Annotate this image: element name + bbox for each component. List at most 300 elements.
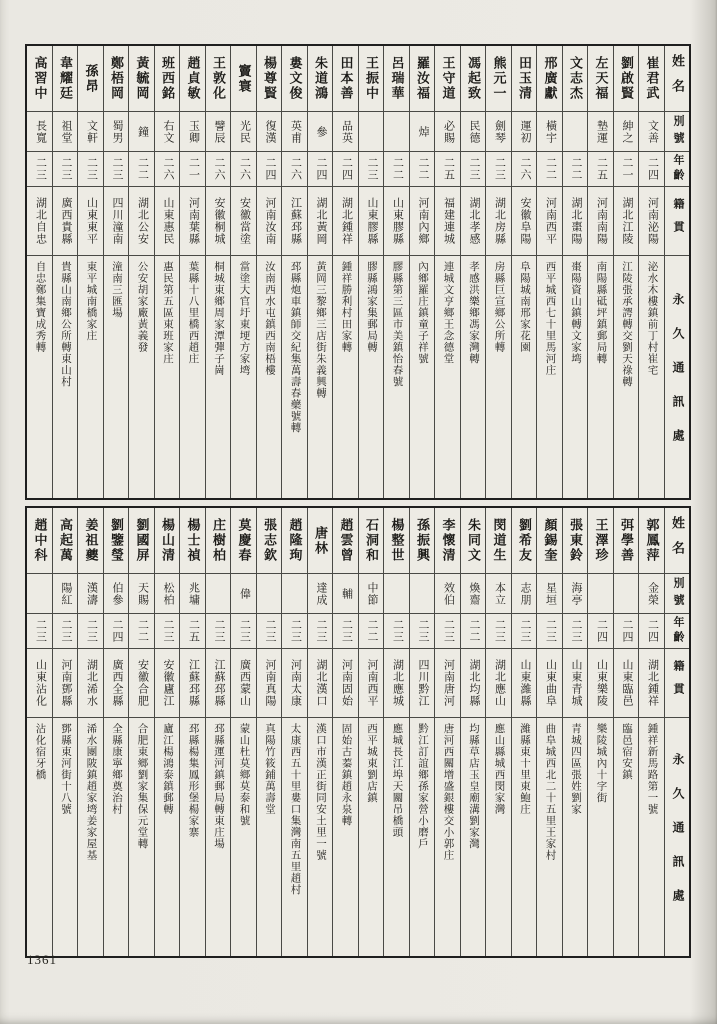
entry-age: 二五	[435, 151, 460, 186]
entry-name: 左天福	[593, 56, 609, 101]
entry-column	[485, 46, 511, 498]
entry-address: 濰縣東十里東鮑庄	[512, 717, 537, 956]
entry-address: 潼南三匯場	[104, 255, 129, 498]
entry-alias	[282, 573, 307, 613]
entry-alias	[588, 573, 613, 613]
entry-origin: 湖北漢口	[308, 648, 333, 717]
entry-column	[562, 46, 588, 498]
entry-name: 崔君武	[644, 56, 660, 101]
entry-age: 二四	[639, 613, 664, 648]
entry-name: 閔道生	[491, 518, 507, 563]
entry-column	[383, 508, 409, 956]
entry-column	[383, 46, 409, 498]
entry-column	[307, 508, 333, 956]
entry-age: 二三	[563, 613, 588, 648]
entry-address: 邳縣楊集鳳形堡楊家寨	[180, 717, 205, 956]
entry-age: 二三	[78, 613, 103, 648]
entry-origin: 湖北鍾祥	[333, 186, 358, 255]
entry-name: 文志杰	[568, 56, 583, 101]
entry-age: 二三	[435, 613, 460, 648]
entry-address: 青城四區張姓劉家	[563, 717, 588, 956]
entry-alias: 必賜	[435, 111, 460, 151]
entry-name: 田本善	[338, 56, 354, 101]
entry-name: 弭學善	[619, 518, 634, 563]
entry-origin: 安徽阜陽	[512, 186, 537, 255]
entry-name: 馮起致	[466, 56, 481, 101]
entry-column	[128, 46, 154, 498]
entry-age: 二六	[231, 151, 256, 186]
registry-table-top	[25, 44, 691, 500]
entry-address: 邳縣運河鎮郵局轉東庄場	[206, 717, 231, 956]
entry-alias: 志朋	[512, 573, 537, 613]
entry-column	[332, 508, 358, 956]
entry-alias: 紳之	[614, 111, 639, 151]
entry-age: 二三	[257, 613, 282, 648]
entry-age: 二二	[537, 151, 562, 186]
entry-column	[434, 508, 460, 956]
entry-origin: 河南西平	[359, 648, 384, 717]
entry-alias: 本立	[486, 573, 511, 613]
entry-alias: 達成	[308, 573, 333, 613]
entry-alias	[257, 573, 282, 613]
entry-column	[256, 508, 282, 956]
entry-address: 廬江楊鴻泰鎮郵轉	[155, 717, 180, 956]
entry-alias: 兆墉	[180, 573, 205, 613]
entry-age: 二四	[614, 613, 639, 648]
entry-origin: 河南泌陽	[639, 186, 664, 255]
entry-column	[205, 46, 231, 498]
entry-age: 二五	[588, 151, 613, 186]
entry-origin: 福建連城	[435, 186, 460, 255]
entry-column	[536, 508, 562, 956]
entry-alias: 文善	[639, 111, 664, 151]
entry-address: 鍾祥勝利村田家轉	[333, 255, 358, 498]
entry-name: 李懷清	[440, 518, 456, 563]
entry-address: 江陵張承諤轉交劉天祿轉	[614, 255, 639, 498]
entry-address: 邳縣炮車鎮師交紀集萬壽春藥號轉	[282, 255, 307, 498]
entry-address: 合肥東鄉劉家集保元堂轉	[129, 717, 154, 956]
entry-name: 劉國屏	[134, 518, 150, 563]
entry-column	[460, 508, 486, 956]
entry-address: 內鄉羅庄鎮童子祥號	[410, 255, 435, 498]
entry-origin: 山東沾化	[27, 648, 52, 717]
entry-address: 唐河西關增盛銀樓交小郭庄	[435, 717, 460, 956]
entry-address: 阜陽城南邢家花園	[512, 255, 537, 498]
entry-column	[307, 46, 333, 498]
entry-origin: 河南內鄉	[410, 186, 435, 255]
entry-name: 唐林	[313, 525, 328, 556]
entry-alias: 右文	[155, 111, 180, 151]
entry-column	[77, 508, 103, 956]
entry-origin: 湖北公安	[129, 186, 154, 255]
entry-column	[332, 46, 358, 498]
entry-address: 葉縣十八里橋西趙庄	[180, 255, 205, 498]
entry-origin: 廣西全縣	[104, 648, 129, 717]
entry-origin: 江蘇邳縣	[206, 648, 231, 717]
entry-origin: 河南唐河	[435, 648, 460, 717]
entry-address: 樂陵城內十字街	[588, 717, 613, 956]
header-address: 永久通訊處	[665, 717, 690, 956]
entry-column	[230, 508, 256, 956]
header-age: 年齡	[665, 151, 690, 186]
entry-alias	[384, 111, 409, 151]
entry-address: 惠民第五區東班家庄	[155, 255, 180, 498]
entry-name: 邢廣獻	[542, 56, 558, 101]
entry-origin: 山東東平	[78, 186, 103, 255]
entry-age: 二五	[180, 613, 205, 648]
entry-age: 二三	[206, 613, 231, 648]
entry-address: 當塗大官圩東埂方家塆	[231, 255, 256, 498]
entry-alias: 參	[308, 111, 333, 151]
entry-alias: 陽紅	[53, 573, 78, 613]
entry-origin: 四川潼南	[104, 186, 129, 255]
entry-address: 漢口市漢正街同安土里一號	[308, 717, 333, 956]
entry-origin: 山東膠縣	[384, 186, 409, 255]
entry-column	[409, 508, 435, 956]
entry-origin: 湖北房縣	[486, 186, 511, 255]
entry-address: 南陽縣砥坪鎮郵局轉	[588, 255, 613, 498]
entry-name: 王守道	[440, 56, 456, 101]
entry-origin: 河南鄧縣	[53, 648, 78, 717]
entry-address: 真陽竹筱鋪萬壽堂	[257, 717, 282, 956]
entry-alias: 星垣	[537, 573, 562, 613]
entry-column	[434, 46, 460, 498]
entry-column	[358, 46, 384, 498]
entry-column	[485, 508, 511, 956]
entry-address: 自忠鄭集寶成秀轉	[27, 255, 52, 498]
entry-origin: 湖北孝感	[461, 186, 486, 255]
entry-alias: 金榮	[639, 573, 664, 613]
entry-address: 貴縣山南鄉公所轉東山村	[53, 255, 78, 498]
entry-age: 二三	[27, 151, 52, 186]
entry-address: 泌水木樓鎮前丁村崔宅	[639, 255, 664, 498]
entry-name: 庄樹柏	[211, 518, 226, 563]
entry-column	[613, 508, 639, 956]
entry-alias: 民德	[461, 111, 486, 151]
entry-alias	[410, 573, 435, 613]
entry-origin: 湖北自忠	[27, 186, 52, 255]
entry-origin: 廣西貴縣	[53, 186, 78, 255]
entry-name: 楊整世	[389, 518, 405, 563]
entry-age: 二三	[537, 613, 562, 648]
entry-name: 楊尊賢	[262, 56, 277, 101]
entry-alias: 漢濤	[78, 573, 103, 613]
entry-address: 全縣康寧鄉奠治村	[104, 717, 129, 956]
entry-name: 王振中	[364, 56, 379, 101]
entry-column	[128, 508, 154, 956]
entry-age: 二二	[129, 613, 154, 648]
registry-table-bottom	[25, 506, 691, 958]
page-number: 1361	[27, 952, 57, 967]
entry-column	[52, 46, 78, 498]
entry-age: 二三	[231, 613, 256, 648]
entry-age: 二六	[512, 151, 537, 186]
entry-age: 二三	[155, 613, 180, 648]
entry-age: 二一	[180, 151, 205, 186]
entry-age: 二三	[410, 613, 435, 648]
entry-address: 應城長江埠天關吊橋頭	[384, 717, 409, 956]
entry-column	[281, 508, 307, 956]
entry-address: 膠縣第三區市美鎮怡春號	[384, 255, 409, 498]
entry-address: 浠水團陂鎮趙家塆姜家屋基	[78, 717, 103, 956]
header-alias: 別號	[665, 573, 690, 613]
entry-origin: 安徽當塗	[231, 186, 256, 255]
entry-column	[536, 46, 562, 498]
entry-age: 二四	[639, 151, 664, 186]
entry-origin: 江蘇邳縣	[180, 648, 205, 717]
header-address: 永久通訊處	[665, 255, 690, 498]
entry-age: 二四	[588, 613, 613, 648]
entry-alias: 中節	[359, 573, 384, 613]
entry-alias	[384, 573, 409, 613]
entry-name: 婁文俊	[287, 56, 303, 101]
entry-origin: 河南汝南	[257, 186, 282, 255]
entry-address: 鄧縣東河街十八號	[53, 717, 78, 956]
entry-age: 二四	[257, 151, 282, 186]
entry-origin: 湖北浠水	[78, 648, 103, 717]
entry-origin: 湖北應山	[486, 648, 511, 717]
entry-origin: 山東膠縣	[359, 186, 384, 255]
entry-origin: 河南葉縣	[180, 186, 205, 255]
entry-name: 呂瑞華	[389, 56, 405, 101]
entry-name: 趙貞敏	[185, 56, 201, 101]
entry-origin: 河南西平	[537, 186, 562, 255]
entry-age: 二四	[333, 151, 358, 186]
entry-address: 均縣草店玉皇廟溝劉家灣	[461, 717, 486, 956]
entry-address: 西平城西七十里馬河庄	[537, 255, 562, 498]
entry-name: 朱道鴻	[313, 56, 328, 101]
entry-alias: 焯	[410, 111, 435, 151]
entry-age: 二三	[53, 151, 78, 186]
entry-address: 棗陽資山鎮轉文家塆	[563, 255, 588, 498]
entry-name: 劉鑒瑩	[109, 518, 124, 563]
entry-age: 二三	[486, 613, 511, 648]
entry-origin: 廣西蒙山	[231, 648, 256, 717]
entry-name: 郭鳳萍	[644, 518, 660, 563]
entry-alias: 劍琴	[486, 111, 511, 151]
entry-alias: 煥齋	[461, 573, 486, 613]
entry-alias: 英甫	[282, 111, 307, 151]
entry-alias: 海亭	[563, 573, 588, 613]
entry-origin: 安徽合肥	[129, 648, 154, 717]
entry-age: 二三	[512, 613, 537, 648]
entry-name: 孫振興	[415, 518, 430, 563]
entry-column	[103, 46, 129, 498]
entry-origin: 湖北棗陽	[563, 186, 588, 255]
entry-age: 二三	[486, 151, 511, 186]
entry-column	[511, 46, 537, 498]
entry-address: 黔江訂誼鄉孫家營小磨戶	[410, 717, 435, 956]
entry-column	[638, 46, 664, 498]
entry-alias: 蜀男	[104, 111, 129, 151]
entry-origin: 山東曲阜	[537, 648, 562, 717]
entry-age: 二二	[461, 613, 486, 648]
entry-column	[103, 508, 129, 956]
entry-address: 連城文亨鄉王念德堂	[435, 255, 460, 498]
entry-age: 二三	[461, 151, 486, 186]
entry-name: 趙隆珣	[287, 518, 303, 563]
entry-alias: 復漢	[257, 111, 282, 151]
entry-origin: 湖北鍾祥	[639, 648, 664, 717]
entry-age: 二三	[308, 613, 333, 648]
entry-alias	[359, 111, 384, 151]
entry-alias: 光民	[231, 111, 256, 151]
entry-name: 孫昂	[83, 63, 99, 94]
entry-name: 黃毓岡	[134, 56, 150, 101]
entry-name: 劉啟賢	[619, 56, 634, 101]
entry-origin: 河南真陽	[257, 648, 282, 717]
entry-age: 二三	[78, 151, 103, 186]
header-name: 姓名	[670, 53, 685, 104]
entry-alias: 偉	[231, 573, 256, 613]
entry-origin: 河南南陽	[588, 186, 613, 255]
entry-column	[562, 508, 588, 956]
header-column	[664, 46, 690, 498]
entry-origin: 湖北江陵	[614, 186, 639, 255]
entry-origin: 山東青城	[563, 648, 588, 717]
entry-column	[52, 508, 78, 956]
entry-column	[230, 46, 256, 498]
header-alias: 別號	[665, 111, 690, 151]
entry-alias: 天賜	[129, 573, 154, 613]
entry-column	[409, 46, 435, 498]
entry-alias: 輔	[333, 573, 358, 613]
entry-address: 黃岡三黎鄉三店街朱義興轉	[308, 255, 333, 498]
entry-origin: 河南固始	[333, 648, 358, 717]
entry-column	[179, 508, 205, 956]
entry-age: 二四	[308, 151, 333, 186]
entry-name: 莫慶春	[236, 518, 252, 563]
entry-origin: 山東濰縣	[512, 648, 537, 717]
header-column	[664, 508, 690, 956]
entry-alias: 伯參	[104, 573, 129, 613]
entry-address: 固始古蓁鎮趙永泉轉	[333, 717, 358, 956]
entry-column	[281, 46, 307, 498]
header-origin: 籍貫	[665, 186, 690, 255]
entry-address: 東平城南橋家庄	[78, 255, 103, 498]
entry-age: 二六	[155, 151, 180, 186]
entry-age: 二二	[359, 613, 384, 648]
entry-address: 膠縣鴻家集郵局轉	[359, 255, 384, 498]
entry-column	[587, 46, 613, 498]
entry-address: 太康西五十里婁口集灣南五里趙村	[282, 717, 307, 956]
entry-address: 孝感洪樂鄉馮家灣轉	[461, 255, 486, 498]
entry-age: 二三	[53, 613, 78, 648]
entry-alias: 文軒	[78, 111, 103, 151]
entry-origin: 湖北應城	[384, 648, 409, 717]
entry-alias: 運初	[512, 111, 537, 151]
entry-alias: 品英	[333, 111, 358, 151]
entry-name: 王敦化	[211, 56, 226, 101]
header-origin: 籍貫	[665, 648, 690, 717]
entry-name: 趙雲曾	[338, 518, 354, 563]
entry-column	[27, 508, 52, 956]
entry-address: 沾化宿牙橋	[27, 717, 52, 956]
entry-alias	[563, 111, 588, 151]
entry-address: 桐城東鄉周家潭彈子崗	[206, 255, 231, 498]
entry-alias: 鐘	[129, 111, 154, 151]
entry-alias: 效伯	[435, 573, 460, 613]
header-name: 姓名	[670, 515, 685, 566]
entry-age: 二二	[384, 151, 409, 186]
entry-alias	[614, 573, 639, 613]
entry-name: 羅汝福	[415, 56, 430, 101]
entry-name: 朱同文	[466, 518, 481, 563]
entry-alias	[27, 573, 52, 613]
entry-column	[179, 46, 205, 498]
entry-alias: 墊運	[588, 111, 613, 151]
entry-column	[587, 508, 613, 956]
entry-origin: 山東惠民	[155, 186, 180, 255]
entry-name: 鄭梧岡	[109, 56, 124, 101]
entry-name: 高起萬	[58, 518, 73, 563]
entry-age: 二三	[27, 613, 52, 648]
header-age: 年齡	[665, 613, 690, 648]
entry-column	[358, 508, 384, 956]
entry-column	[205, 508, 231, 956]
entry-age: 二六	[206, 151, 231, 186]
entry-name: 劉希友	[517, 518, 532, 563]
entry-name: 張東鈴	[568, 518, 583, 563]
entry-column	[27, 46, 52, 498]
entry-age: 二一	[614, 151, 639, 186]
entry-alias: 譬辰	[206, 111, 231, 151]
entry-age: 二三	[282, 613, 307, 648]
entry-name: 王澤珍	[593, 518, 609, 563]
entry-name: 石洞和	[364, 518, 379, 563]
entry-age: 二三	[359, 151, 384, 186]
entry-address: 公安胡家廠黃義發	[129, 255, 154, 498]
entry-address: 臨邑宿安鎮	[614, 717, 639, 956]
entry-address: 曲阜城西北二十五里王家村	[537, 717, 562, 956]
entry-age: 二二	[410, 151, 435, 186]
entry-column	[77, 46, 103, 498]
entry-origin: 江蘇邳縣	[282, 186, 307, 255]
entry-name: 韋耀廷	[58, 56, 73, 101]
entry-address: 蒙山杜莫鄉莫泰和號	[231, 717, 256, 956]
entry-column	[154, 508, 180, 956]
entry-name: 楊士禎	[185, 518, 201, 563]
entry-name: 姜祖夔	[83, 518, 99, 563]
entry-alias: 祖堂	[53, 111, 78, 151]
entry-origin: 四川黔江	[410, 648, 435, 717]
entry-age: 二四	[104, 613, 129, 648]
entry-origin: 河南太康	[282, 648, 307, 717]
entry-origin: 山東樂陵	[588, 648, 613, 717]
entry-column	[638, 508, 664, 956]
entry-address: 汝南西水屯鎮西南梧樓	[257, 255, 282, 498]
entry-address: 房縣巨宣鄉公所轉	[486, 255, 511, 498]
entry-age: 二二	[563, 151, 588, 186]
entry-name: 竇寰	[236, 63, 252, 94]
entry-name: 田玉清	[517, 56, 532, 101]
entry-age: 二三	[104, 151, 129, 186]
entry-origin: 湖北均縣	[461, 648, 486, 717]
entry-age: 二三	[384, 613, 409, 648]
entry-name: 顏錫奎	[542, 518, 558, 563]
entry-origin: 安徽廬江	[155, 648, 180, 717]
entry-address: 鍾祥新馬路第一號	[639, 717, 664, 956]
entry-alias: 玉卿	[180, 111, 205, 151]
entry-column	[511, 508, 537, 956]
entry-name: 趙中科	[32, 518, 48, 563]
entry-name: 高習中	[32, 56, 48, 101]
entry-origin: 山東臨邑	[614, 648, 639, 717]
entry-alias: 長寬	[27, 111, 52, 151]
entry-name: 楊山清	[160, 518, 175, 563]
entry-column	[154, 46, 180, 498]
entry-origin: 湖北黃岡	[308, 186, 333, 255]
